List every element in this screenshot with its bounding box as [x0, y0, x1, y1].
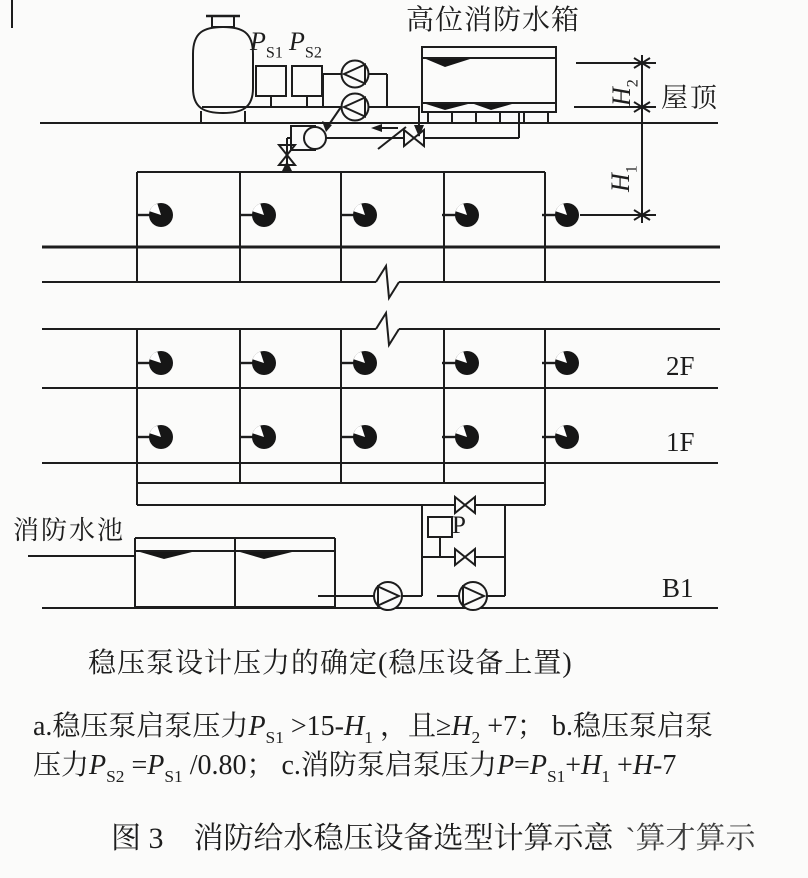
jockey-pump-1	[342, 61, 369, 88]
gate-valve	[455, 497, 475, 513]
ps1-label: $P_{S1}$	[250, 27, 283, 62]
water-level-mark	[474, 104, 512, 110]
pipe-break-symbol	[376, 313, 399, 345]
jockey-pump-2	[342, 94, 369, 121]
figure-title: 消防给水稳压设备选型计算示意	[193, 822, 614, 855]
water-level-mark	[140, 552, 192, 559]
pressure-vessel	[193, 27, 253, 113]
section-heading: 稳压泵设计压力的确定(稳压设备上置)	[88, 648, 573, 679]
fire-pump-2	[459, 582, 487, 610]
pool-label: 消防水池	[13, 516, 126, 545]
pipe-break-symbol	[376, 266, 399, 298]
formula-line-2: 压力$P_{S2} =P_{S1}$ /0.80； c.消防泵启泵压力$P=P_{S1}+H_1 +H-7$	[33, 750, 677, 786]
basement-label: B1	[662, 573, 694, 603]
water-level-mark	[240, 552, 292, 559]
vessel-cap	[212, 16, 234, 27]
roof-piping	[282, 107, 519, 172]
figure-number: 图 3	[111, 822, 164, 855]
gate-valve	[404, 130, 424, 146]
riser-network	[137, 172, 545, 505]
pressure-switch-2	[292, 66, 322, 96]
elevated-tank	[422, 47, 556, 138]
tank-label: 高位消防水箱	[406, 5, 581, 36]
formula-line-1: a.稳压泵启泵压力$P_{S1} >15-H_1$ ，且$\ge H_2 +7$； b.稳压泵启泵	[33, 711, 714, 747]
h2-dimension-label: $H_2$	[607, 79, 642, 106]
h1-dimension-label: $H_1$	[606, 165, 641, 192]
floor-1f-label: 1F	[666, 427, 695, 457]
floor-2f-label: 2F	[666, 351, 695, 381]
hydrant-symbols	[136, 203, 579, 449]
pressure-switch-1	[256, 66, 286, 96]
caption-artifact: `算才算示	[625, 822, 756, 855]
gauge-label: P	[452, 512, 466, 539]
fire-pool	[28, 538, 335, 607]
flow-arrow-left	[371, 124, 382, 132]
floor-lines	[40, 123, 720, 608]
figure-caption	[111, 822, 756, 855]
fire-pump-1	[374, 582, 402, 610]
ps2-label: $P_{S2}$	[289, 27, 322, 62]
water-level-mark	[426, 59, 470, 67]
roof-label: 屋顶	[661, 83, 719, 113]
water-level-mark	[426, 104, 468, 110]
gate-valve	[455, 549, 475, 565]
pressure-gauge	[428, 517, 452, 537]
